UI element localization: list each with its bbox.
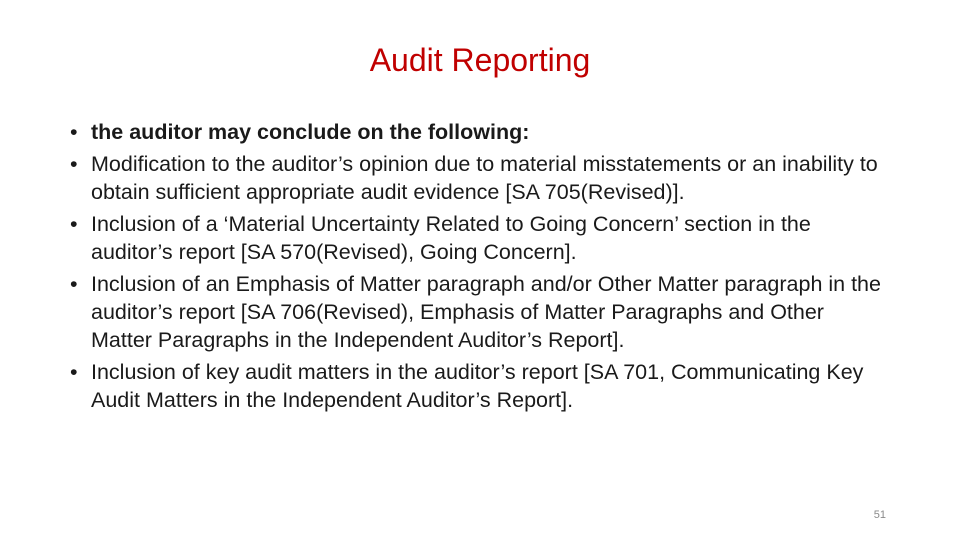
bullet-text: Inclusion of key audit matters in the auditor’s report [SA 701, Communicating Key Audit Matters in the Independent Auditor’s Report].: [91, 360, 864, 412]
bullet-icon: •: [70, 120, 78, 144]
bullet-icon: •: [70, 272, 78, 296]
bullet-icon: •: [70, 152, 78, 176]
bullet-item: [70, 150, 890, 206]
page-number: 51: [873, 509, 886, 521]
bullet-item: [70, 210, 890, 266]
bullet-list: [70, 118, 890, 418]
bullet-text: Inclusion of a ‘Material Uncertainty Related to Going Concern’ section in the auditor’s report [SA 570(Revised), Going Concern].: [91, 212, 811, 264]
bullet-text: Inclusion of an Emphasis of Matter paragraph and/or Other Matter paragraph in the auditor’s report [SA 706(Revised), Emphasis of Matter Paragraphs and Other Matter Paragraphs in the Independent Auditor’s Report].: [91, 272, 881, 352]
bullet-text: the auditor may conclude on the following:: [91, 120, 530, 144]
bullet-icon: •: [70, 212, 78, 236]
slide-title: Audit Reporting: [369, 42, 591, 78]
bullet-item: [70, 270, 890, 354]
bullet-text: Modification to the auditor’s opinion due to material misstatements or an inability to obtain sufficient appropriate audit evidence [SA 705(Revised)].: [91, 152, 878, 204]
bullet-item: [70, 118, 890, 146]
bullet-item: [70, 358, 890, 414]
bullet-icon: •: [70, 360, 78, 384]
